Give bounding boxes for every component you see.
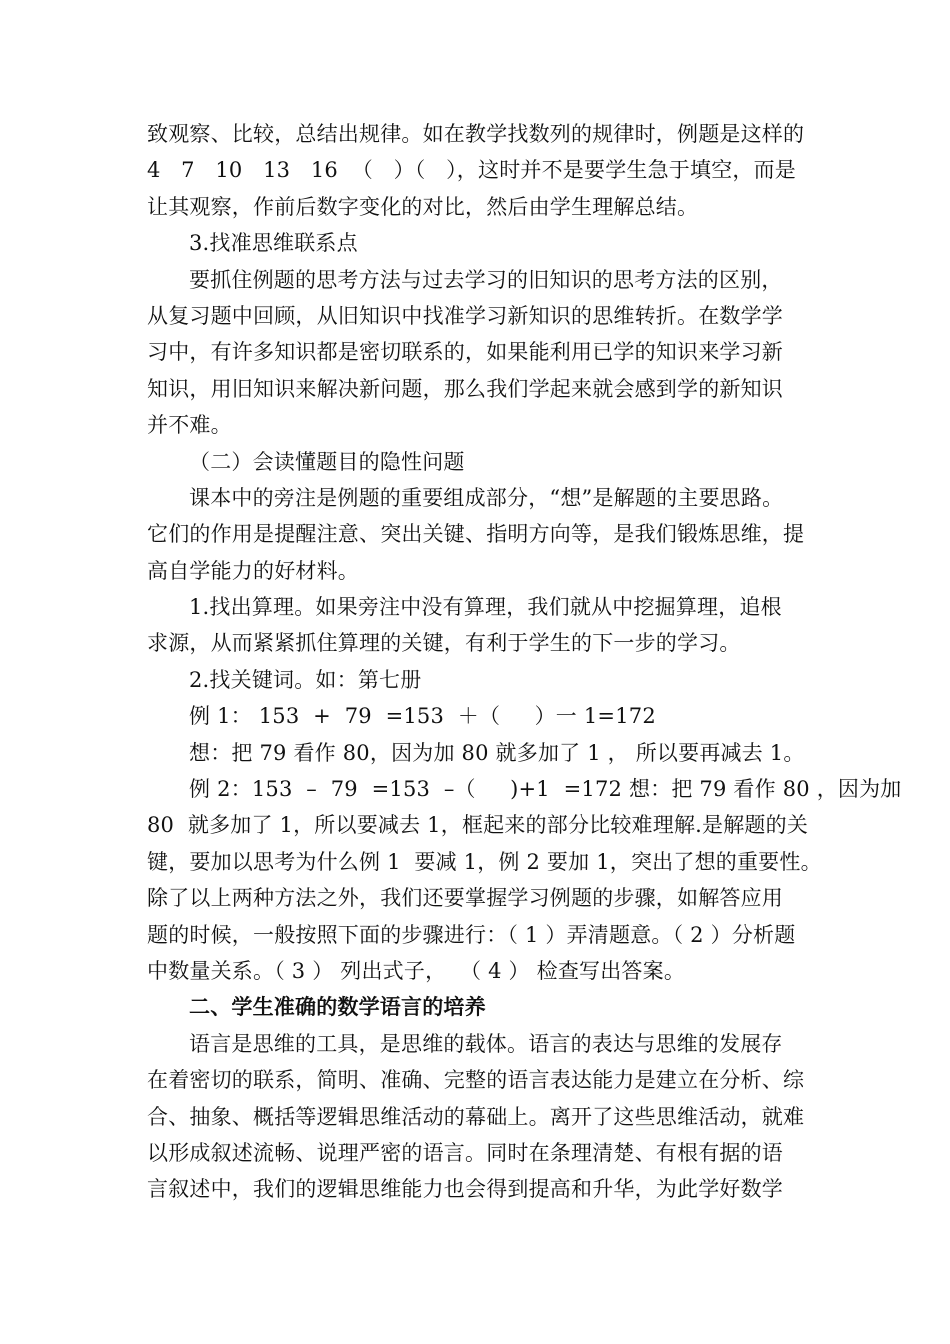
text-line: 合、抽象、概括等逻辑思维活动的幕础上。离开了这些思维活动，就难 bbox=[147, 1104, 805, 1129]
text-line: 言叙述中，我们的逻辑思维能力也会得到提高和升华，为此学好数学 bbox=[147, 1177, 783, 1202]
text-line: 高自学能力的好材料。 bbox=[147, 558, 359, 583]
text-line: 从复习题中回顾，从旧知识中找准学习新知识的思维转折。在数学学 bbox=[147, 303, 783, 328]
section-heading: 3.找准思维联系点 bbox=[189, 231, 358, 256]
text-line: 它们的作用是提醒注意、突出关键、指明方向等，是我们锻炼思维，提 bbox=[147, 522, 805, 547]
text-line: 1.找出算理。如果旁注中没有算理，我们就从中挖掘算理，追根 bbox=[189, 595, 782, 620]
text-line: 语言是思维的工具，是思维的载体。语言的表达与思维的发展存 bbox=[189, 1031, 783, 1056]
text-line: 习中，有许多知识都是密切联系的，如果能利用已学的知识来学习新 bbox=[147, 340, 783, 365]
example-line: 例 1： 153 + 79 =153 ＋（ ）一 1=172 bbox=[189, 704, 656, 729]
section-heading-bold: 二、学生准确的数学语言的培养 bbox=[189, 994, 486, 1020]
text-line: 知识，用旧知识来解决新问题，那么我们学起来就会感到学的新知识 bbox=[147, 376, 783, 401]
text-line: 并不难。 bbox=[147, 413, 232, 438]
text-line: 以形成叙述流畅、说理严密的语言。同时在条理清楚、有根有据的语 bbox=[147, 1140, 783, 1165]
text-line: 80 就多加了 1，所以要减去 1，框起来的部分比较难理解.是解题的关 bbox=[147, 813, 809, 838]
text-line: 求源，从而紧紧抓住算理的关键，有利于学生的下一步的学习。 bbox=[147, 631, 741, 656]
text-line: 4 7 10 13 16 （ ）（ ），这时并不是要学生急于填空，而是 bbox=[147, 158, 796, 183]
example-line: 想：把 79 看作 80，因为加 80 就多加了 1 ， 所以要再减去 1。 bbox=[189, 740, 805, 765]
text-line: 除了以上两种方法之外，我们还要掌握学习例题的步骤，如解答应用 bbox=[147, 886, 783, 911]
example-line: 例 2：153 – 79 =153 –（ )+1 =172 想：把 79 看作 80 ，因为加 bbox=[189, 777, 902, 802]
text-line: 2.找关键词。如：第七册 bbox=[189, 667, 422, 692]
text-line: 在着密切的联系，简明、准确、完整的语言表达能力是建立在分析、综 bbox=[147, 1068, 805, 1093]
text-line: 让其观察，作前后数字变化的对比，然后由学生理解总结。 bbox=[147, 194, 699, 219]
text-line: 键，要加以思考为什么例 1 要减 1，例 2 要加 1，突出了想的重要性。 bbox=[147, 849, 822, 874]
text-line: 课本中的旁注是例题的重要组成部分，“想”是解题的主要思路。 bbox=[189, 485, 784, 510]
body-text bbox=[147, 116, 902, 1208]
text-line: 要抓住例题的思考方法与过去学习的旧知识的思考方法的区别， bbox=[189, 267, 783, 292]
text-line: 中数量关系。（ 3 ） 列出式子， （ 4 ） 检查写出答案。 bbox=[147, 958, 686, 983]
text-line: 致观察、比较，总结出规律。如在教学找数列的规律时，例题是这样的 bbox=[147, 122, 805, 146]
text-line: 题的时候，一般按照下面的步骤进行：（ 1 ）弄清题意。（ 2 ）分析题 bbox=[147, 922, 796, 947]
section-heading: （二）会读懂题目的隐性问题 bbox=[189, 449, 465, 474]
